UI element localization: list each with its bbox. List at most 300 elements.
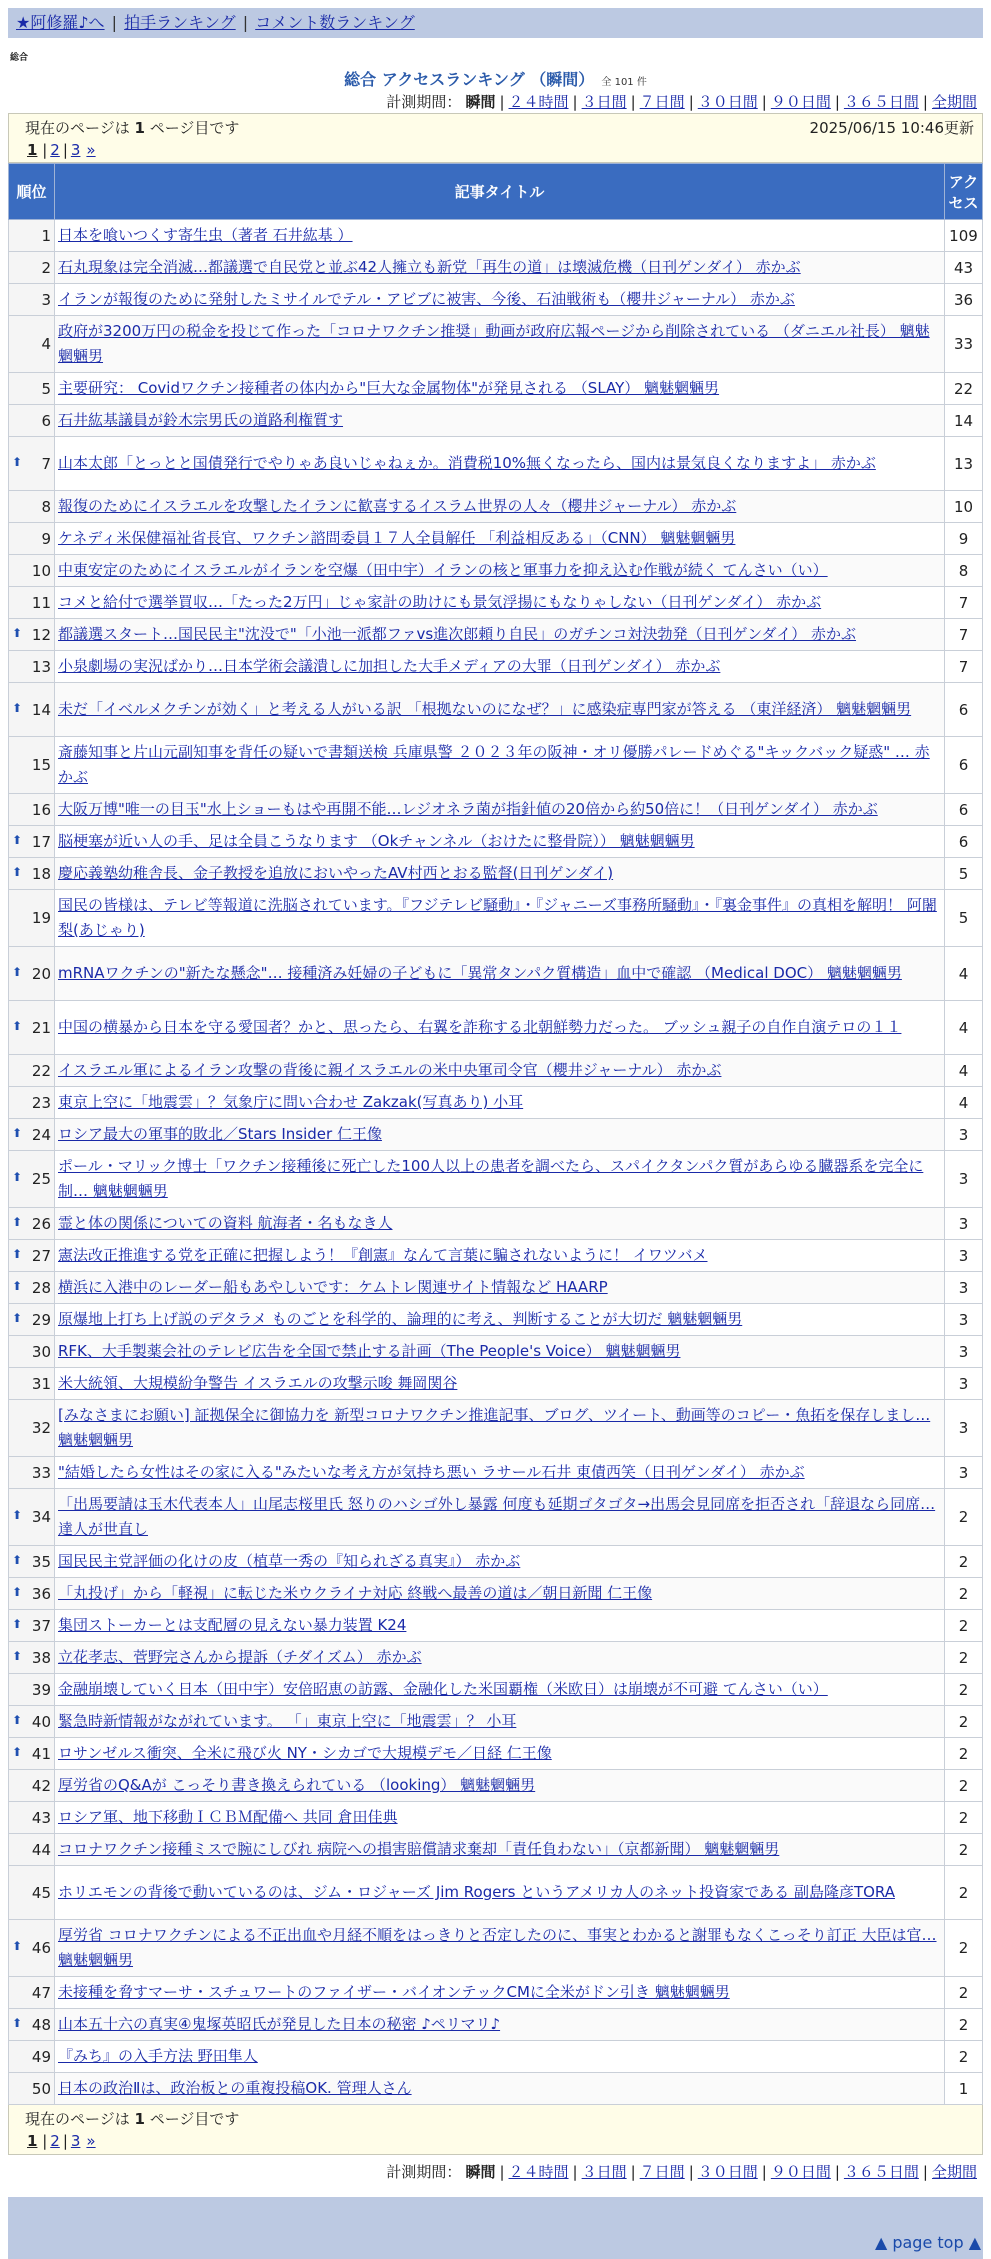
article-link[interactable]: 山本五十六の真実④鬼塚英昭氏が発見した日本の秘密 ♪ペリマリ♪ xyxy=(58,2015,501,2033)
table-row xyxy=(9,405,983,437)
access-count: 3 xyxy=(945,1336,983,1368)
period-link-90d[interactable]: ９０日間 xyxy=(770,2163,831,2181)
title-cell xyxy=(55,1400,945,1457)
table-row xyxy=(9,1770,983,1802)
table-row xyxy=(9,890,983,947)
period-current: 瞬間 xyxy=(465,93,496,111)
table-row xyxy=(9,826,983,858)
article-link[interactable]: ロサンゼルス衝突、全米に飛び火 NY・シカゴで大規模デモ／日経 仁王像 xyxy=(58,1744,552,1762)
table-row xyxy=(9,1087,983,1119)
period-selector-bottom: 計測期間： 瞬間 | ２４時間 | ３日間 | ７日間 | ３０日間 | ９０日間 | ３６５日間 | 全期間 xyxy=(386,2163,977,2181)
period-link-7d[interactable]: ７日間 xyxy=(639,93,685,111)
period-link-365d[interactable]: ３６５日間 xyxy=(843,2163,919,2181)
article-link[interactable]: [みなさまにお願い] 証拠保全に御協力を 新型コロナワクチン推進記事、ブログ、ツイート、動画等のコピー・魚拓を保存しまし… 魑魅魍魎男 xyxy=(58,1406,931,1449)
table-row xyxy=(9,1610,983,1642)
title-cell xyxy=(55,1001,945,1055)
rank-cell xyxy=(9,1055,55,1087)
title-cell xyxy=(55,619,945,651)
title-cell xyxy=(55,437,945,491)
access-count: 36 xyxy=(945,284,983,316)
page-link-2[interactable]: 2 xyxy=(50,2132,60,2150)
article-link[interactable]: RFK、大手製薬会社のテレビ広告を全国で禁止する計画（The People's Voice） 魑魅魍魎男 xyxy=(58,1342,681,1360)
access-count: 2 xyxy=(945,1489,983,1546)
title-cell xyxy=(55,1457,945,1489)
rank-cell xyxy=(9,1368,55,1400)
rank-up-arrow-icon: ⬆ xyxy=(12,964,23,979)
rank-cell xyxy=(9,1866,55,1920)
table-row xyxy=(9,619,983,651)
ranking-heading xyxy=(8,69,983,91)
rank-number: 4 xyxy=(41,335,51,353)
table-row xyxy=(9,555,983,587)
rank-up-arrow-icon: ⬆ xyxy=(12,1552,23,1567)
article-link[interactable]: 憲法改正推進する党を正確に把握しよう！『創憲』なんて言葉に騙されないように！ イワツバメ xyxy=(58,1246,708,1264)
rank-up-arrow-icon: ⬆ xyxy=(12,1939,23,1953)
title-cell xyxy=(55,1834,945,1866)
rank-cell xyxy=(9,794,55,826)
title-cell xyxy=(55,1642,945,1674)
article-link[interactable]: 「丸投げ」から「軽視」に転じた米ウクライナ対応 終戦へ最善の道は／朝日新聞 仁王像 xyxy=(58,1584,653,1602)
rank-up-arrow-icon: ⬆ xyxy=(12,1648,23,1663)
rank-cell xyxy=(9,1400,55,1457)
table-row xyxy=(9,1706,983,1738)
rank-number: 6 xyxy=(41,411,51,430)
rank-number: 21 xyxy=(31,1018,51,1037)
page-next-link[interactable]: » xyxy=(86,2132,96,2150)
title-cell xyxy=(55,1240,945,1272)
table-row xyxy=(9,220,983,252)
table-row xyxy=(9,1336,983,1368)
article-link[interactable]: 政府が3200万円の税金を投じて作った「コロナワクチン推奨」動画が政府広報ページから削除されている （ダニエル社長） 魑魅魍魎男 xyxy=(58,322,930,365)
access-count: 2 xyxy=(945,1706,983,1738)
article-link[interactable]: 霊と体の関係についての資料 航海者・名もなき人 xyxy=(58,1214,393,1232)
title-cell xyxy=(55,683,945,737)
table-row xyxy=(9,1866,983,1920)
title-cell xyxy=(55,587,945,619)
access-count: 8 xyxy=(945,555,983,587)
page-status: 現在のページは 1 ページ目です xyxy=(25,119,240,137)
rank-cell xyxy=(9,1802,55,1834)
article-link[interactable]: コロナワクチン接種ミスで腕にしびれ 病院への損害賠償請求棄却「責任負わない」（京都新聞） 魑魅魍魎男 xyxy=(58,1840,780,1858)
rank-cell xyxy=(9,1706,55,1738)
table-row xyxy=(9,1119,983,1151)
nav-separator: | xyxy=(237,13,254,32)
article-link[interactable]: 脳梗塞が近い人の手、足は全員こうなります （Okチャンネル（おけたに整骨院）） 魑魅魍魎男 xyxy=(58,832,695,850)
article-link[interactable]: 厚労省のQ&Aが こっそり書き換えられている （looking） 魑魅魍魎男 xyxy=(58,1776,536,1794)
rank-number: 12 xyxy=(31,625,51,644)
article-link[interactable]: 慶応義塾幼稚舎長、金子教授を追放においやったAV村西とおる監督(日刊ゲンダイ) xyxy=(58,864,614,882)
period-link-365d[interactable]: ３６５日間 xyxy=(843,93,919,111)
access-count: 5 xyxy=(945,890,983,947)
rank-number: 31 xyxy=(31,1374,51,1393)
article-link[interactable]: 石丸現象は完全消滅…都議選で自民党と並ぶ42人擁立も新党「再生の道」は壊滅危機（日刊ゲンダイ） 赤かぶ xyxy=(58,258,801,276)
rank-number: 41 xyxy=(31,1744,51,1763)
title-cell xyxy=(55,1610,945,1642)
rank-cell xyxy=(9,316,55,373)
title-cell xyxy=(55,1866,945,1920)
access-count: 109 xyxy=(945,220,983,252)
rank-cell xyxy=(9,1119,55,1151)
rank-number: 17 xyxy=(31,832,51,851)
table-row xyxy=(9,1738,983,1770)
header-access: アクセス xyxy=(945,164,983,220)
access-count: 10 xyxy=(945,491,983,523)
rank-cell xyxy=(9,1240,55,1272)
access-count: 2 xyxy=(945,1834,983,1866)
rank-up-arrow-icon: ⬆ xyxy=(12,1616,23,1631)
access-count: 22 xyxy=(945,373,983,405)
rank-cell xyxy=(9,826,55,858)
table-row xyxy=(9,1001,983,1055)
rank-cell xyxy=(9,1578,55,1610)
rank-number: 48 xyxy=(31,2015,51,2034)
article-link[interactable]: イランが報復のために発射したミサイルでテル・アビブに被害、今後、石油戦術も（櫻井ジャーナル） 赤かぶ xyxy=(58,290,795,308)
article-link[interactable]: ケネディ米保健福祉省長官、ワクチン諮問委員１７人全員解任 「利益相反ある」（CNN） 魑魅魍魎男 xyxy=(58,529,736,547)
table-row xyxy=(9,1151,983,1208)
rank-cell xyxy=(9,1151,55,1208)
rank-number: 38 xyxy=(31,1648,51,1667)
rank-number: 14 xyxy=(31,700,51,719)
rank-number: 42 xyxy=(31,1776,51,1795)
article-link[interactable]: 「出馬要請は玉木代表本人」山尾志桜里氏 怒りのハシゴ外し暴露 何度も延期ゴタゴタ→出馬会見同席を拒否され「辞退なら同席… 達人が世直し xyxy=(58,1495,936,1538)
period-link-7d[interactable]: ７日間 xyxy=(639,2163,685,2181)
article-link[interactable]: 原爆地上打ち上げ説のデタラメ ものごとを科学的、論理的に考え、判断することが大切だ 魑魅魍魎男 xyxy=(58,1310,743,1328)
period-selector-top: 計測期間： 瞬間 | ２４時間 | ３日間 | ７日間 | ３０日間 | ９０日間 | ３６５日間 | 全期間 xyxy=(386,93,977,111)
access-count: 2 xyxy=(945,1610,983,1642)
access-count: 7 xyxy=(945,619,983,651)
rank-cell xyxy=(9,491,55,523)
table-row xyxy=(9,1834,983,1866)
access-count: 9 xyxy=(945,523,983,555)
page-top-bar xyxy=(8,2227,983,2259)
rank-number: 7 xyxy=(41,454,51,473)
rank-up-arrow-icon: ⬆ xyxy=(12,625,23,640)
rank-cell xyxy=(9,555,55,587)
access-count: 5 xyxy=(945,858,983,890)
access-count: 2 xyxy=(945,2041,983,2073)
article-link[interactable]: 米大統領、大規模紛争警告 イスラエルの攻撃示唆 舞岡関谷 xyxy=(58,1374,458,1392)
access-count: 4 xyxy=(945,1001,983,1055)
article-link[interactable]: 『みち』の入手方法 野田隼人 xyxy=(58,2047,258,2065)
title-cell xyxy=(55,1304,945,1336)
title-cell xyxy=(55,1977,945,2009)
article-link[interactable]: 国民の皆様は、テレビ等報道に洗脳されています。『フジテレビ騒動』・『ジャニーズ事務所騒動』・『裏金事件』の真相を解明！ 阿闍梨(あじゃり) xyxy=(58,896,937,939)
rank-up-arrow-icon: ⬆ xyxy=(12,2015,23,2030)
title-cell xyxy=(55,1920,945,1977)
period-link-all[interactable]: 全期間 xyxy=(931,93,977,111)
nav-separator: | xyxy=(106,13,123,32)
rank-cell xyxy=(9,1489,55,1546)
rank-number: 11 xyxy=(31,593,51,612)
access-count: 2 xyxy=(945,1802,983,1834)
access-count: 3 xyxy=(945,1400,983,1457)
rank-number: 26 xyxy=(31,1214,51,1233)
access-count: 4 xyxy=(945,1087,983,1119)
table-row xyxy=(9,1272,983,1304)
rank-up-arrow-icon: ⬆ xyxy=(12,1712,23,1727)
period-link-24h[interactable]: ２４時間 xyxy=(508,2163,569,2181)
article-link[interactable]: 国民民主党評価の化けの皮（植草一秀の『知られざる真実』） 赤かぶ xyxy=(58,1552,521,1570)
rank-cell xyxy=(9,405,55,437)
title-cell xyxy=(55,737,945,794)
article-link[interactable]: 横浜に入港中のレーダー船もあやしいです：ケムトレ関連サイト情報など HAARP xyxy=(58,1278,608,1296)
article-link[interactable]: 大阪万博"唯一の目玉"水上ショーもはや再開不能…レジオネラ菌が指針値の20倍から約50倍に！（日刊ゲンダイ） 赤かぶ xyxy=(58,800,878,818)
article-link[interactable]: 金融崩壊していく日本（田中宇）安倍昭恵の訪露、金融化した米国覇権（米欧日）は崩壊が不可避 てんさい（い） xyxy=(58,1680,828,1698)
access-count: 33 xyxy=(945,316,983,373)
article-link[interactable]: 斎藤知事と片山元副知事を背任の疑いで書類送検 兵庫県警 ２０２３年の阪神・オリ優勝パレードめぐる"キックバック疑惑" … 赤かぶ xyxy=(58,743,930,786)
article-link[interactable]: 中東安定のためにイスラエルがイランを空爆（田中宇）イランの核と軍事力を抑え込む作戦が続く てんさい（い） xyxy=(58,561,828,579)
access-count: 6 xyxy=(945,683,983,737)
period-link-90d[interactable]: ９０日間 xyxy=(770,93,831,111)
updated-timestamp: 2025/06/15 10:46更新 xyxy=(809,119,974,137)
article-link[interactable]: 東京上空に「地震雲」？気象庁に問い合わせ Zakzak(写真あり) 小耳 xyxy=(58,1093,524,1111)
rank-cell xyxy=(9,1834,55,1866)
rank-number: 23 xyxy=(31,1093,51,1112)
rank-cell xyxy=(9,1457,55,1489)
rank-cell xyxy=(9,1977,55,2009)
footer-bar xyxy=(8,2197,983,2227)
access-count: 2 xyxy=(945,1977,983,2009)
article-link[interactable]: ポール・マリック博士「ワクチン接種後に死亡した100人以上の患者を調べたら、スパイクタンパク質があらゆる臓器系を完全に制… 魑魅魍魎男 xyxy=(58,1157,924,1200)
rank-cell xyxy=(9,1738,55,1770)
rank-number: 15 xyxy=(31,756,51,774)
category-label: 総合 xyxy=(10,53,29,63)
title-cell xyxy=(55,491,945,523)
period-current: 瞬間 xyxy=(465,2163,496,2181)
title-cell xyxy=(55,826,945,858)
page-current: 1 xyxy=(27,141,38,159)
rank-up-arrow-icon: ⬆ xyxy=(12,1744,23,1759)
title-cell xyxy=(55,1272,945,1304)
rank-cell xyxy=(9,587,55,619)
table-row xyxy=(9,373,983,405)
article-link[interactable]: 日本の政治Ⅱは、政治板との重複投稿OK. 管理人さん xyxy=(58,2079,412,2097)
table-row xyxy=(9,1240,983,1272)
access-count: 2 xyxy=(945,1738,983,1770)
period-link-3d[interactable]: ３日間 xyxy=(581,93,627,111)
access-count: 43 xyxy=(945,252,983,284)
access-count: 2 xyxy=(945,1866,983,1920)
title-cell xyxy=(55,555,945,587)
nav-comment-ranking-link[interactable]: コメント数ランキング xyxy=(255,13,415,32)
table-row xyxy=(9,523,983,555)
article-link[interactable]: 立花孝志、菅野完さんから提訴（チダイズム） 赤かぶ xyxy=(58,1648,422,1666)
pagination-top: 現在のページは 1 ページ目です 2025/06/15 10:46更新 1 | 2 | 3 » xyxy=(8,113,983,163)
article-link[interactable]: 山本太郎「とっとと国債発行でやりゃあ良いじゃねぇか。消費税10%無くなったら、国内は景気良くなりますよ」 赤かぶ xyxy=(58,454,876,472)
title-cell xyxy=(55,1738,945,1770)
period-label: 計測期間： xyxy=(386,93,462,111)
period-link-30d[interactable]: ３０日間 xyxy=(697,2163,758,2181)
rank-cell xyxy=(9,1920,55,1977)
access-count: 2 xyxy=(945,2009,983,2041)
access-count: 2 xyxy=(945,1770,983,1802)
article-link[interactable]: 都議選スタート…国民民主"沈没で"「小池一派都ファvs進次郎頼り自民」のガチンコ対決勃発（日刊ゲンダイ） 赤かぶ xyxy=(58,625,857,643)
rank-up-arrow-icon: ⬆ xyxy=(12,1214,23,1229)
rank-cell xyxy=(9,523,55,555)
table-row xyxy=(9,1642,983,1674)
rank-cell xyxy=(9,2041,55,2073)
title-cell xyxy=(55,2073,945,2105)
rank-cell xyxy=(9,1770,55,1802)
title-cell xyxy=(55,2009,945,2041)
article-link[interactable]: コメと給付で選挙買収…「たった2万円」じゃ家計の助けにも景気浮揚にもなりゃしない（日刊ゲンダイ） 赤かぶ xyxy=(58,593,822,611)
rank-cell xyxy=(9,1208,55,1240)
article-link[interactable]: 集団ストーカーとは支配層の見えない暴力装置 K24 xyxy=(58,1616,407,1634)
nav-home-link[interactable]: ★阿修羅♪へ xyxy=(16,13,105,32)
table-row xyxy=(9,1400,983,1457)
page-link-3[interactable]: 3 xyxy=(70,2132,81,2150)
table-row xyxy=(9,1055,983,1087)
access-count: 1 xyxy=(945,2073,983,2105)
table-row xyxy=(9,1920,983,1977)
ranking-table xyxy=(8,163,983,2105)
access-count: 7 xyxy=(945,587,983,619)
table-row xyxy=(9,1304,983,1336)
rank-up-arrow-icon: ⬆ xyxy=(12,1310,23,1325)
table-row xyxy=(9,1368,983,1400)
rank-up-arrow-icon: ⬆ xyxy=(12,1018,23,1033)
article-link[interactable]: 未だ「イベルメクチンが効く」と考える人がいる訳 「根拠ないのになぜ？」に感染症専門家が答える （東洋経済） 魑魅魍魎男 xyxy=(58,700,912,718)
title-cell xyxy=(55,890,945,947)
page-top-link[interactable]: ▲ page top ▲ xyxy=(874,2233,981,2252)
article-link[interactable]: 未接種を脅すマーサ・スチュワートのファイザー・バイオンテックCMに全米がドン引き 魑魅魍魎男 xyxy=(58,1983,730,2001)
rank-up-arrow-icon: ⬆ xyxy=(12,1246,23,1261)
article-link[interactable]: 報復のためにイスラエルを攻撃したイランに歓喜するイスラム世界の人々（櫻井ジャーナル） 赤かぶ xyxy=(58,497,737,515)
rank-cell xyxy=(9,1272,55,1304)
access-count: 2 xyxy=(945,1920,983,1977)
table-row xyxy=(9,1578,983,1610)
rank-cell xyxy=(9,1610,55,1642)
access-count: 4 xyxy=(945,947,983,1001)
article-link[interactable]: ロシア最大の軍事的敗北／Stars Insider 仁王像 xyxy=(58,1125,382,1143)
rank-number: 27 xyxy=(31,1246,51,1265)
header-title: 記事タイトル xyxy=(55,164,945,220)
rank-number: 2 xyxy=(41,258,51,277)
total-count: 全 101 件 xyxy=(601,77,647,88)
page-link-2[interactable]: 2 xyxy=(50,141,60,159)
rank-number: 13 xyxy=(31,657,51,676)
title-cell xyxy=(55,651,945,683)
table-row xyxy=(9,794,983,826)
article-link[interactable]: 緊急時新情報がながれています。 「」東京上空に「地震雲」？ 小耳 xyxy=(58,1712,517,1730)
access-count: 2 xyxy=(945,1674,983,1706)
article-link[interactable]: 小泉劇場の実況ばかり…日本学術会議潰しに加担した大手メディアの大罪（日刊ゲンダイ） 赤かぶ xyxy=(58,657,721,675)
title-cell xyxy=(55,1119,945,1151)
title-cell xyxy=(55,1055,945,1087)
access-count: 3 xyxy=(945,1119,983,1151)
top-nav xyxy=(8,8,983,38)
table-row xyxy=(9,1977,983,2009)
rank-number: 47 xyxy=(31,1983,51,2002)
rank-cell xyxy=(9,737,55,794)
title-cell xyxy=(55,252,945,284)
article-link[interactable]: イスラエル軍によるイラン攻撃の背後に親イスラエルの米中央軍司令官（櫻井ジャーナル） 赤かぶ xyxy=(58,1061,722,1079)
rank-cell xyxy=(9,1674,55,1706)
rank-number: 8 xyxy=(41,497,51,516)
period-link-all[interactable]: 全期間 xyxy=(931,2163,977,2181)
title-cell xyxy=(55,1546,945,1578)
rank-number: 40 xyxy=(31,1712,51,1731)
rank-number: 39 xyxy=(31,1680,51,1699)
rank-number: 34 xyxy=(31,1508,51,1526)
nav-applause-ranking-link[interactable]: 拍手ランキング xyxy=(124,13,236,32)
rank-number: 3 xyxy=(41,290,51,309)
rank-number: 24 xyxy=(31,1125,51,1144)
title-cell xyxy=(55,1336,945,1368)
rank-number: 1 xyxy=(41,226,51,245)
title-cell xyxy=(55,373,945,405)
rank-number: 49 xyxy=(31,2047,51,2066)
access-count: 2 xyxy=(945,1642,983,1674)
article-link[interactable]: 日本を喰いつくす寄生虫（著者 石井紘基 ） xyxy=(58,226,353,244)
period-link-24h[interactable]: ２４時間 xyxy=(508,93,569,111)
title-cell xyxy=(55,284,945,316)
article-link[interactable]: 主要研究： Covidワクチン接種者の体内から"巨大な金属物体"が発見される （SLAY） 魑魅魍魎男 xyxy=(58,379,720,397)
rank-number: 20 xyxy=(31,964,51,983)
title-cell xyxy=(55,1368,945,1400)
title-cell xyxy=(55,1770,945,1802)
rank-cell xyxy=(9,220,55,252)
title-cell xyxy=(55,1151,945,1208)
rank-number: 44 xyxy=(31,1840,51,1859)
rank-cell xyxy=(9,252,55,284)
title-cell xyxy=(55,405,945,437)
page-link-3[interactable]: 3 xyxy=(70,141,81,159)
period-link-30d[interactable]: ３０日間 xyxy=(697,93,758,111)
table-row xyxy=(9,1546,983,1578)
article-link[interactable]: ロシア軍、地下移動ＩＣＢＭ配備へ 共同 倉田佳典 xyxy=(58,1808,398,1826)
rank-cell xyxy=(9,2073,55,2105)
period-label: 計測期間： xyxy=(386,2163,462,2181)
page-status: 現在のページは 1 ページ目です xyxy=(25,2110,240,2128)
title-cell xyxy=(55,794,945,826)
table-row xyxy=(9,947,983,1001)
table-row xyxy=(9,1208,983,1240)
article-link[interactable]: 中国の横暴から日本を守る愛国者？かと、思ったら、右翼を詐称する北朝鮮勢力だった。 ブッシュ親子の自作自演テロの１１ xyxy=(58,1018,902,1036)
title-cell xyxy=(55,1578,945,1610)
rank-cell xyxy=(9,1087,55,1119)
table-row xyxy=(9,2073,983,2105)
access-count: 3 xyxy=(945,1208,983,1240)
pagination-bottom: 現在のページは 1 ページ目です 1 | 2 | 3 » xyxy=(8,2105,983,2155)
access-count: 3 xyxy=(945,1151,983,1208)
rank-cell xyxy=(9,1001,55,1055)
page-next-link[interactable]: » xyxy=(86,141,96,159)
access-count: 3 xyxy=(945,1368,983,1400)
table-row xyxy=(9,737,983,794)
table-row xyxy=(9,316,983,373)
period-link-3d[interactable]: ３日間 xyxy=(581,2163,627,2181)
access-count: 3 xyxy=(945,1457,983,1489)
access-count: 3 xyxy=(945,1272,983,1304)
rank-number: 9 xyxy=(41,529,51,548)
title-cell xyxy=(55,1706,945,1738)
rank-number: 22 xyxy=(31,1061,51,1080)
rank-number: 37 xyxy=(31,1616,51,1635)
rank-cell xyxy=(9,947,55,1001)
title-cell xyxy=(55,1208,945,1240)
article-link[interactable]: 厚労省 コロナワクチンによる不正出血や月経不順をはっきりと否定したのに、事実とわかると謝罪もなくこっそり訂正 大臣は官… 魑魅魍魎男 xyxy=(58,1926,937,1969)
rank-cell xyxy=(9,890,55,947)
article-link[interactable]: 石井紘基議員が鈴木宗男氏の道路利権質す xyxy=(58,411,344,429)
article-link[interactable]: ホリエモンの背後で動いているのは、ジム・ロジャーズ Jim Rogers というアメリカ人のネット投資家である 副島隆彦TORA xyxy=(58,1883,895,1901)
table-row xyxy=(9,1802,983,1834)
rank-number: 35 xyxy=(31,1552,51,1571)
access-count: 4 xyxy=(945,1055,983,1087)
article-link[interactable]: mRNAワクチンの"新たな懸念"… 接種済み妊婦の子どもに「異常タンパク質構造」血中で確認 （Medical DOC） 魑魅魍魎男 xyxy=(58,964,902,982)
article-link[interactable]: "結婚したら女性はその家に入る"みたいな考え方が気持ち悪い ラサール石井 東債西笑（日刊ゲンダイ） 赤かぶ xyxy=(58,1463,805,1481)
access-count: 2 xyxy=(945,1546,983,1578)
